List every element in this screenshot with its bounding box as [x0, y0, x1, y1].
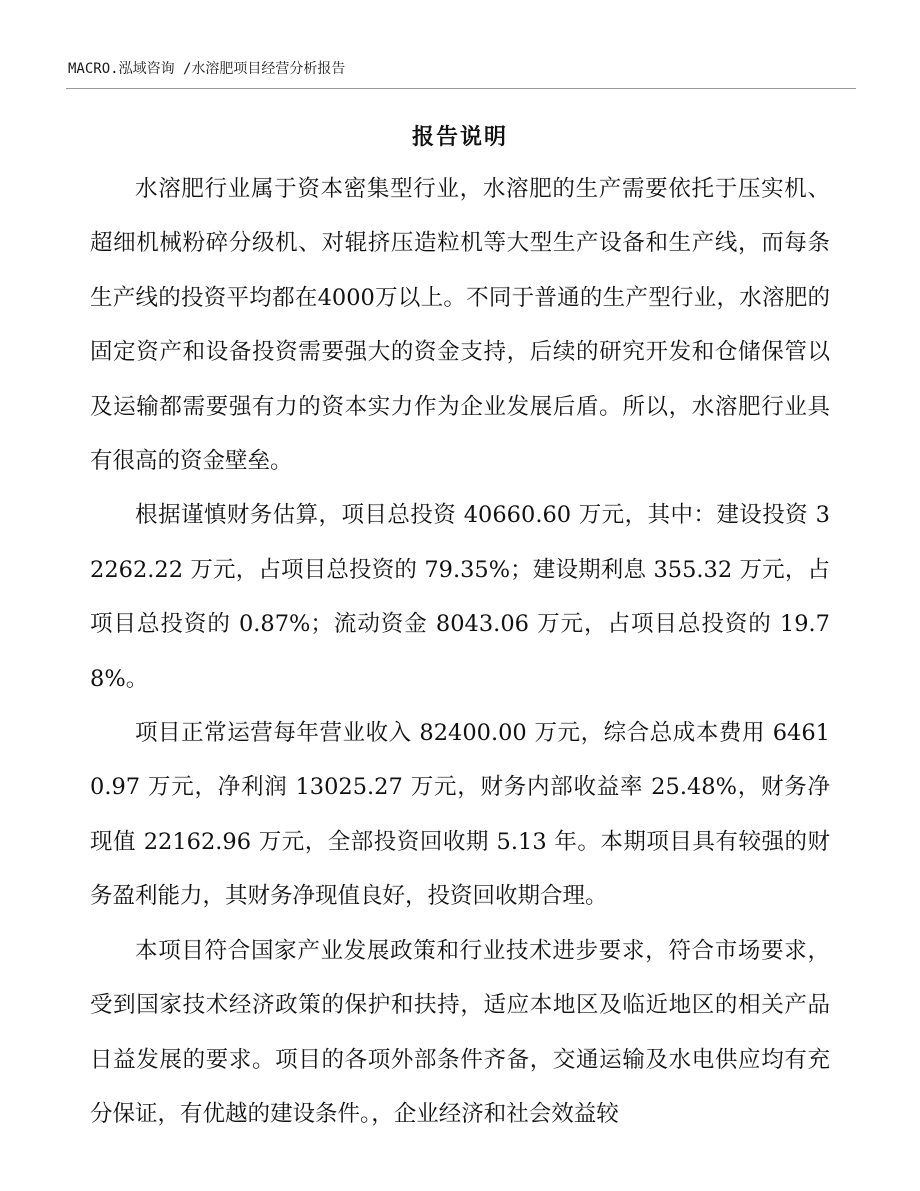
report-body — [90, 162, 830, 1141]
paragraph-revenue: 项目正常运营每年营业收入 82400.00 万元，综合总成本费用 64610.97 万元，净利润 13025.27 万元，财务内部收益率 25.48%，财务净现值 22162.96 万元，全部投资回收期 5.13 年。本期项目具有较强的财务盈利能力，其财务净现值良好，投资回收期合理。 — [90, 720, 830, 910]
section-title: 报告说明 — [411, 125, 508, 150]
running-header: MACRO.泓域咨询 /水溶肥项目经营分析报告 — [68, 61, 346, 77]
paragraph-investment: 根据谨慎财务估算，项目总投资 40660.60 万元，其中：建设投资 32262.22 万元，占项目总投资的 79.35%；建设期利息 355.32 万元，占项目总投资的 0.87%；流动资金 8043.06 万元，占项目总投资的 19.78%。 — [90, 502, 830, 692]
header-divider — [66, 88, 856, 89]
paragraph-industry: 水溶肥行业属于资本密集型行业，水溶肥的生产需要依托于压实机、超细机械粉碎分级机、对辊挤压造粒机等大型生产设备和生产线，而每条生产线的投资平均都在4000万以上。不同于普通的生产型行业，水溶肥的固定资产和设备投资需要强大的资金支持，后续的研究开发和仓储保管以及运输都需要强有力的资本实力作为企业发展后盾。所以，水溶肥行业具有很高的资金壁垒。 — [90, 176, 830, 475]
paragraph-policy: 本项目符合国家产业发展政策和行业技术进步要求，符合市场要求，受到国家技术经济政策的保护和扶持，适应本地区及临近地区的相关产品日益发展的要求。项目的各项外部条件齐备，交通运输及水电供应均有充分保证，有优越的建设条件。，企业经济和社会效益较 — [90, 937, 830, 1127]
